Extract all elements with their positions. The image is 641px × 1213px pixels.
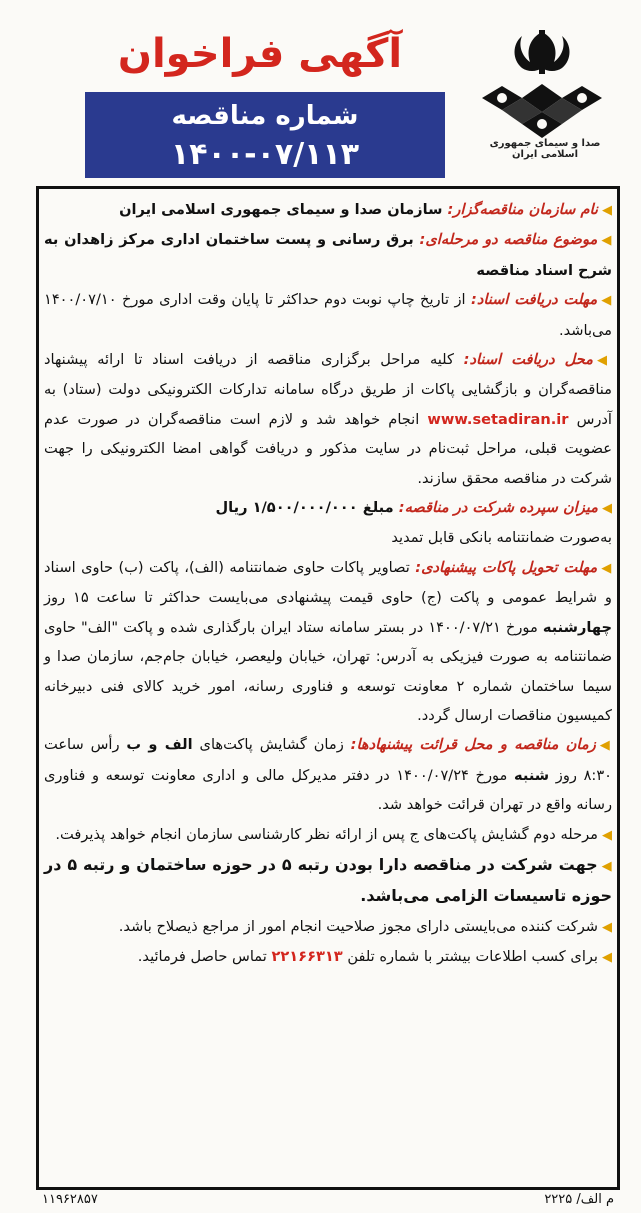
guarantee-type: به‌صورت ضمانتنامه بانکی قابل تمدید [391, 529, 612, 547]
triangle-bullet-icon: ◀ [599, 738, 612, 754]
section-submission [44, 553, 612, 730]
subject-label: موضوع مناقصه دو مرحله‌ای: [419, 231, 598, 249]
section-opening [44, 730, 612, 819]
notice-title: آگهی فراخوان [117, 31, 403, 77]
deadline-label: مهلت دریافت اسناد: [471, 291, 598, 309]
org-text: سازمان صدا و سیمای جمهوری اسلامی ایران [119, 201, 448, 218]
org-label: نام سازمان مناقصه‌گزار: [447, 201, 598, 218]
opening-packets: الف و ب [126, 736, 193, 754]
triangle-bullet-icon: ◀ [601, 293, 612, 309]
second-stage-text: مرحله دوم گشایش پاکت‌های ج پس از ارائه نظر کارشناسی سازمان انجام خواهد پذیرفت. [55, 825, 598, 843]
submission-label: مهلت تحویل پاکات پیشنهادی: [415, 558, 598, 576]
footer-code: ۱۱۹۶۲۸۵۷ [42, 1192, 98, 1207]
opening-day: شنبه [514, 766, 550, 784]
opening-text-1: زمان گشایش پاکت‌های [192, 736, 351, 754]
irib-emblem-icon [478, 28, 606, 154]
logo-caption: صدا و سیمای جمهوری اسلامی ایران [489, 138, 601, 160]
guarantee-amount: مبلغ ۱/۵۰۰/۰۰۰/۰۰۰ ریال [215, 499, 399, 517]
tender-label: شماره مناقصه [171, 101, 359, 131]
triangle-bullet-icon: ◀ [596, 353, 613, 369]
triangle-bullet-icon: ◀ [602, 203, 612, 218]
triangle-bullet-icon: ◀ [602, 950, 612, 966]
triangle-bullet-icon: ◀ [602, 827, 612, 843]
section-license [44, 912, 612, 942]
section-subject [44, 225, 612, 285]
subject-text: برق رسانی و پست ساختمان اداری مرکز زاهدان به شرح اسناد مناقصه [44, 231, 612, 279]
triangle-bullet-icon: ◀ [602, 501, 612, 517]
submission-text-1: تصاویر پاکات حاوی ضمانتنامه (الف)، پاکت (ب) حاوی اسناد و شرایط عمومی و پاکت (ج) حاوی قیمت پیشنهادی می‌بایست حداکثر تا ساعت ۱۵ روز [44, 558, 612, 607]
contact-text-1: برای کسب اطلاعات بیشتر با شماره تلفن [342, 948, 598, 966]
opening-text-2: رأس ساعت ۸:۳۰ روز [44, 736, 613, 784]
footer-ref: م الف/ ۲۲۲۵ [544, 1192, 614, 1207]
place-label: محل دریافت اسناد: [463, 351, 593, 369]
section-second-stage [44, 820, 612, 850]
section-deadline [44, 285, 612, 345]
section-guarantee [44, 493, 612, 553]
triangle-bullet-icon: ◀ [601, 560, 612, 576]
triangle-bullet-icon: ◀ [601, 233, 612, 249]
guarantee-label: میزان سپرده شرکت در مناقصه: [398, 499, 598, 517]
section-grade [44, 850, 612, 912]
opening-label: زمان مناقصه و محل قرائت پیشنهادها: [350, 736, 596, 754]
notice-footer [36, 1190, 620, 1210]
triangle-bullet-icon: ◀ [602, 919, 612, 935]
place-text-before: کلیه مراحل برگزاری مناقصه از دریافت اسناد تا ارائه پیشنهاد مناقصه‌گران و بازگشایی پاکات از طریق درگاه سامانه تدارکات الکترونیکی دولت (ستاد) به آدرس [44, 351, 612, 428]
place-text-after: انجام خواهد شد و لازم است مناقصه‌گران در صورت عدم عضویت قبلی، مراحل ثبت‌نام در سایت مذکور و دریافت گواهی امضا الکترونیکی را جهت شرکت در مناقصه محقق سازند. [44, 410, 612, 487]
opening-text-3: مورخ ۱۴۰۰/۰۷/۲۴ در دفتر مدیرکل مالی و اداری معاونت توسعه و فناوری رسانه واقع در تهران قرائت خواهد شد. [44, 766, 612, 814]
deadline-text: از تاریخ چاپ نوبت دوم حداکثر تا پایان وقت اداری مورخ ۱۴۰۰/۰۷/۱۰ می‌باشد. [44, 291, 612, 339]
tender-number-box [85, 92, 445, 178]
submission-text-2: مورخ ۱۴۰۰/۰۷/۲۱ در بستر سامانه ستاد ایران بارگذاری شده و پاکت "الف" حاوی ضمانتنامه به صورت فیزیکی به آدرس: تهران، خیابان ولیعصر، خیابان جام‌جم، سازمان صدا و سیما ساختمان شماره ۲ معاونت توسعه و فناوری رسانه، امور خرید کالای فنی دبیرخانه کمیسیون مناقصات ارسال گردد. [44, 618, 612, 724]
license-text: شرکت کننده می‌بایستی دارای مجوز صلاحیت انجام امور از مراجع ذیصلاح باشد. [118, 917, 598, 935]
section-place [44, 345, 612, 493]
submission-day: چهارشنبه [542, 618, 612, 636]
contact-text-2: تماس حاصل فرمائید. [137, 948, 272, 966]
section-org [44, 195, 612, 225]
section-contact [44, 942, 612, 972]
triangle-bullet-icon: ◀ [601, 858, 613, 874]
setad-url-link[interactable]: www.setadiran.ir [427, 410, 569, 428]
notice-content [44, 195, 612, 973]
grade-text: جهت شرکت در مناقصه دارا بودن رتبه ۵ در حوزه ساختمان و رتبه ۵ در حوزه تاسیسات الزامی می‌باشد. [44, 854, 612, 906]
tender-number: ۱۴۰۰-۰۷/۱۱۳ [170, 137, 360, 172]
contact-phone[interactable]: ۲۲۱۶۶۳۱۳ [271, 948, 343, 966]
